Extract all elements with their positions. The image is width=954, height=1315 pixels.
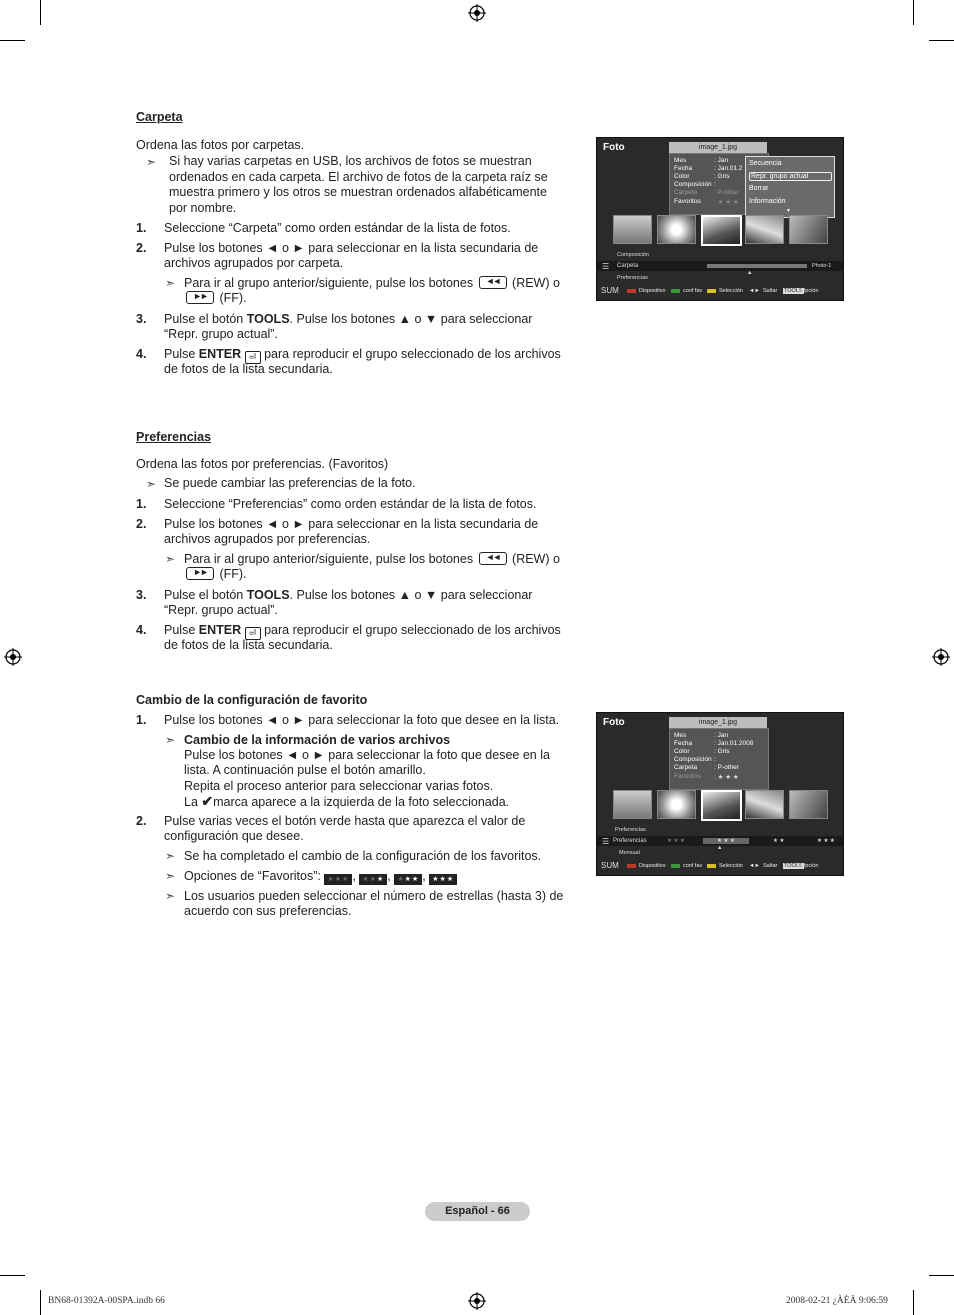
note-arrow-icon: ➣	[146, 155, 157, 169]
legend-item: Dispositivo	[639, 288, 666, 294]
photo-thumbnail-selected[interactable]	[701, 215, 742, 246]
info-label: Mes	[674, 732, 687, 739]
step-text: para reproducir el grupo seleccionado de los archivos	[260, 347, 561, 361]
note-text: Opciones de “Favoritos”:	[184, 869, 321, 883]
print-file-info: BN68-01392A-00SPA.indb 66	[48, 1296, 165, 1306]
step-text: Pulse	[164, 347, 199, 361]
info-value: :	[714, 181, 716, 188]
legend-item: conf fav	[683, 863, 703, 869]
green-button-icon	[671, 289, 680, 293]
note-text: (REW) o	[512, 552, 560, 566]
group-label: Preferencias	[615, 827, 646, 833]
screen-filename: image_1.jpg	[669, 717, 767, 728]
popup-item[interactable]: Borrar	[749, 185, 769, 192]
step-text: . Pulse los botones ▲ o ▼ para seleccionar	[289, 312, 533, 326]
step-number: 3.	[136, 312, 147, 326]
registration-mark-icon	[4, 648, 22, 666]
star-rating-1-icon: ★★★	[359, 874, 387, 885]
legend-item: Saltar	[763, 288, 778, 294]
step-number: 3.	[136, 588, 147, 602]
yellow-button-icon	[707, 289, 716, 293]
carpeta-step-3	[164, 312, 532, 328]
info-label: Carpeta	[674, 189, 698, 196]
carpeta-step-2-note-cont	[184, 291, 247, 307]
enter-icon: ⏎	[245, 627, 261, 640]
step-number: 1.	[136, 713, 147, 727]
step-text: Pulse	[164, 623, 199, 637]
info-value: : ★ ★ ★	[714, 199, 739, 206]
step-number: 4.	[136, 347, 147, 361]
preferencias-step-4-cont: de fotos de la lista secundaria.	[164, 638, 333, 652]
legend-item: Dispositivo	[639, 863, 666, 869]
note-arrow-icon: ➣	[165, 889, 176, 903]
favorito-note-3: Los usuarios pueden seleccionar el número de estrellas (hasta 3) de	[184, 889, 564, 903]
tools-popup-menu	[745, 156, 835, 218]
step-number: 1.	[136, 221, 147, 235]
preferencias-step-2: Pulse los botones ◄ o ► para seleccionar en la lista secundaria de	[164, 517, 539, 531]
print-date-info: 2008-02-21 ¿ÀÈÄ 9:06:59	[786, 1296, 888, 1306]
info-label: Mes	[674, 157, 687, 164]
rew-button-icon: ◄◄	[479, 552, 507, 565]
registration-mark-icon	[932, 648, 950, 666]
preferencias-step-2-note-cont	[184, 567, 247, 583]
red-button-icon	[627, 864, 636, 868]
info-label: Carpeta	[674, 764, 698, 771]
ff-button-icon: ►►	[186, 291, 214, 304]
green-button-icon	[671, 864, 680, 868]
group-label: Composición	[617, 252, 649, 258]
legend-item: Selección	[719, 863, 743, 869]
note-arrow-icon: ➣	[165, 733, 176, 747]
favorito-subtitle: Cambio de la información de varios archivos	[184, 733, 451, 747]
carpeta-step-2-note	[184, 276, 560, 292]
info-label: Favoritos	[674, 773, 701, 780]
section-title-favorito: Cambio de la configuración de favorito	[136, 693, 368, 707]
note-arrow-icon: ➣	[165, 849, 176, 863]
favorito-step-2: Pulse varias veces el botón verde hasta que aparezca el valor de	[164, 814, 526, 828]
carpeta-step-3-cont: “Repr. grupo actual”.	[164, 327, 278, 341]
enter-icon: ⏎	[245, 351, 261, 364]
carpeta-step-4-cont: de fotos de la lista secundaria.	[164, 362, 333, 376]
registration-mark-icon	[468, 4, 486, 22]
red-button-icon	[627, 289, 636, 293]
group-tag: Photo-1	[812, 263, 832, 269]
chevron-down-icon: ▼	[786, 208, 791, 214]
carpeta-step-2: Pulse los botones ◄ o ► para seleccionar en la lista secundaria de	[164, 241, 539, 255]
info-value: : Jan	[714, 732, 729, 739]
note-text: (REW) o	[512, 276, 560, 290]
favorito-sub-line: Pulse los botones ◄ o ► para seleccionar la foto que desee en la	[184, 748, 550, 762]
favorito-note-1: Se ha completado el cambio de la configuración de los favoritos.	[184, 849, 542, 863]
menu-icon: ☰	[602, 262, 610, 271]
group-stars: ★ ★ ★	[667, 838, 685, 844]
preferencias-step-3-cont: “Repr. grupo actual”.	[164, 603, 278, 617]
star-rating-2-icon: ★★★	[394, 874, 422, 885]
legend-item: Selección	[719, 288, 743, 294]
info-value: :	[714, 756, 716, 763]
photo-thumbnail[interactable]	[789, 790, 828, 819]
info-label: Color	[674, 748, 690, 755]
photo-thumbnail[interactable]	[613, 215, 652, 244]
favorito-check-line	[184, 794, 509, 811]
note-text: Para ir al grupo anterior/siguiente, pulse los botones	[184, 552, 474, 566]
group-label: Mensual	[619, 850, 640, 856]
favorito-sub-line: lista. A continuación pulse el botón amarillo.	[184, 763, 426, 777]
info-value: : ★ ★ ★	[714, 774, 739, 781]
tv-screen-favorito	[596, 712, 844, 876]
group-stars: ★ ★ ★	[817, 838, 835, 844]
sum-label: SUM	[601, 286, 619, 295]
carpeta-step-2-cont: archivos agrupados por carpeta.	[164, 256, 344, 270]
favorito-note-2: Opciones de “Favoritos”: ★★★ , ★★★ , ★★★ , ★★★	[184, 869, 457, 885]
info-value: : Jan.01.2008	[714, 740, 754, 747]
registration-mark-icon	[468, 1292, 486, 1310]
rew-button-icon: ◄◄	[479, 276, 507, 289]
up-arrow-icon: ▲	[747, 270, 753, 276]
info-value: : P-other	[714, 764, 739, 771]
preferencias-note: Se puede cambiar las preferencias de la foto.	[164, 476, 416, 490]
tv-screen-carpeta	[596, 137, 844, 301]
carpeta-note-line: Si hay varias carpetas en USB, los archivos de fotos se muestran	[169, 154, 532, 168]
group-stars: ★ ★ ★	[717, 838, 735, 844]
info-value: : Gris	[714, 173, 730, 180]
screen-filename: image_1.jpg	[669, 142, 767, 153]
note-text: (FF).	[219, 291, 247, 305]
favorito-step-1: Pulse los botones ◄ o ► para seleccionar la foto que desee en la lista.	[164, 713, 560, 727]
menu-icon: ☰	[602, 837, 610, 846]
step-text: para reproducir el grupo seleccionado de los archivos	[260, 623, 561, 637]
favorito-note-3-cont: acuerdo con sus preferencias.	[184, 904, 352, 918]
legend-item: Opción	[801, 863, 819, 869]
info-value: : P-other	[714, 189, 739, 196]
photo-thumbnail[interactable]	[657, 790, 696, 819]
carpeta-step-1: Seleccione “Carpeta” como orden estándar de la lista de fotos.	[164, 221, 511, 235]
legend-item: Opción	[801, 288, 819, 294]
note-text: (FF).	[219, 567, 247, 581]
checkmark-icon: ✔	[201, 793, 214, 809]
popup-item[interactable]: Secuencia	[749, 160, 782, 167]
step-text: Pulse el botón	[164, 588, 247, 602]
tools-label: TOOLS	[246, 588, 290, 602]
info-label: Fecha	[674, 165, 693, 172]
yellow-button-icon	[707, 864, 716, 868]
photo-thumbnail[interactable]	[745, 215, 784, 244]
note-arrow-icon: ➣	[165, 552, 176, 566]
screen-info-box	[669, 728, 769, 790]
info-value: : Jan.01.2	[714, 165, 743, 172]
info-label: Composición	[674, 181, 712, 188]
note-arrow-icon: ➣	[165, 869, 176, 883]
note-text: marca aparece a la izquierda de la foto seleccionada.	[213, 795, 510, 809]
preferencias-step-1: Seleccione “Preferencias” como orden estándar de la lista de fotos.	[164, 497, 537, 511]
info-value: : Gris	[714, 748, 730, 755]
preferencias-intro: Ordena las fotos por preferencias. (Favoritos)	[136, 457, 389, 471]
step-number: 4.	[136, 623, 147, 637]
tools-label: TOOLS	[246, 312, 290, 326]
section-title-preferencias: Preferencias	[136, 430, 212, 444]
ff-button-icon: ►►	[186, 567, 214, 580]
photo-thumbnail[interactable]	[657, 215, 696, 244]
carpeta-note-line: muestra primero y los otros se muestran ordenados alfabéticamente	[169, 185, 547, 199]
enter-label: ENTER	[198, 623, 242, 637]
screen-title: Foto	[603, 717, 625, 728]
preferencias-step-2-note	[184, 552, 560, 568]
tools-badge: TOOLS	[784, 288, 803, 294]
up-arrow-icon: ▲	[717, 845, 723, 851]
note-text: La	[184, 795, 198, 809]
photo-thumbnail[interactable]	[613, 790, 652, 819]
info-label: Favoritos	[674, 198, 701, 205]
page-number: Español - 66	[425, 1202, 530, 1221]
favorito-sub-line: Repita el proceso anterior para seleccionar varias fotos.	[184, 779, 494, 793]
step-number: 2.	[136, 517, 147, 531]
note-arrow-icon: ➣	[146, 477, 157, 491]
step-number: 1.	[136, 497, 147, 511]
group-label: Preferencias	[617, 275, 648, 281]
group-stars: ★ ★	[773, 838, 785, 844]
step-text: . Pulse los botones ▲ o ▼ para seleccionar	[289, 588, 533, 602]
legend-item: conf fav	[683, 288, 703, 294]
popup-item-selected[interactable]: Repr. grupo actual	[749, 172, 832, 181]
step-number: 2.	[136, 241, 147, 255]
info-label: Color	[674, 173, 690, 180]
favorito-step-2-cont: configuración que desee.	[164, 829, 304, 843]
carpeta-intro: Ordena las fotos por carpetas.	[136, 138, 305, 152]
group-label-current: Preferencias	[613, 838, 647, 844]
photo-thumbnail-selected[interactable]	[701, 790, 742, 821]
carpeta-note-line: por nombre.	[169, 201, 237, 215]
legend-item: Saltar	[763, 863, 778, 869]
carpeta-note-line: ordenados en cada carpeta. El archivo de fotos de la carpeta raíz se	[169, 170, 548, 184]
popup-item[interactable]: Información	[749, 198, 786, 205]
photo-thumbnail[interactable]	[745, 790, 784, 819]
sum-label: SUM	[601, 861, 619, 870]
step-text: Pulse el botón	[164, 312, 247, 326]
note-arrow-icon: ➣	[165, 276, 176, 290]
info-label: Composición	[674, 756, 712, 763]
star-rating-0-icon: ★★★	[324, 874, 352, 885]
group-label-current: Carpeta	[617, 263, 639, 269]
star-rating-3-icon: ★★★	[429, 874, 457, 885]
skip-arrows-icon: ◄►	[749, 863, 760, 869]
section-title-carpeta: Carpeta	[136, 110, 183, 124]
tools-badge: TOOLS	[784, 863, 803, 869]
screen-title: Foto	[603, 142, 625, 153]
info-value: : Jan	[714, 157, 729, 164]
skip-arrows-icon: ◄►	[749, 288, 760, 294]
photo-thumbnail[interactable]	[789, 215, 828, 244]
group-progress	[707, 264, 807, 268]
info-label: Fecha	[674, 740, 693, 747]
note-text: Para ir al grupo anterior/siguiente, pulse los botones	[184, 276, 474, 290]
step-number: 2.	[136, 814, 147, 828]
enter-label: ENTER	[198, 347, 242, 361]
preferencias-step-2-cont: archivos agrupados por preferencias.	[164, 532, 371, 546]
preferencias-step-3	[164, 588, 532, 604]
